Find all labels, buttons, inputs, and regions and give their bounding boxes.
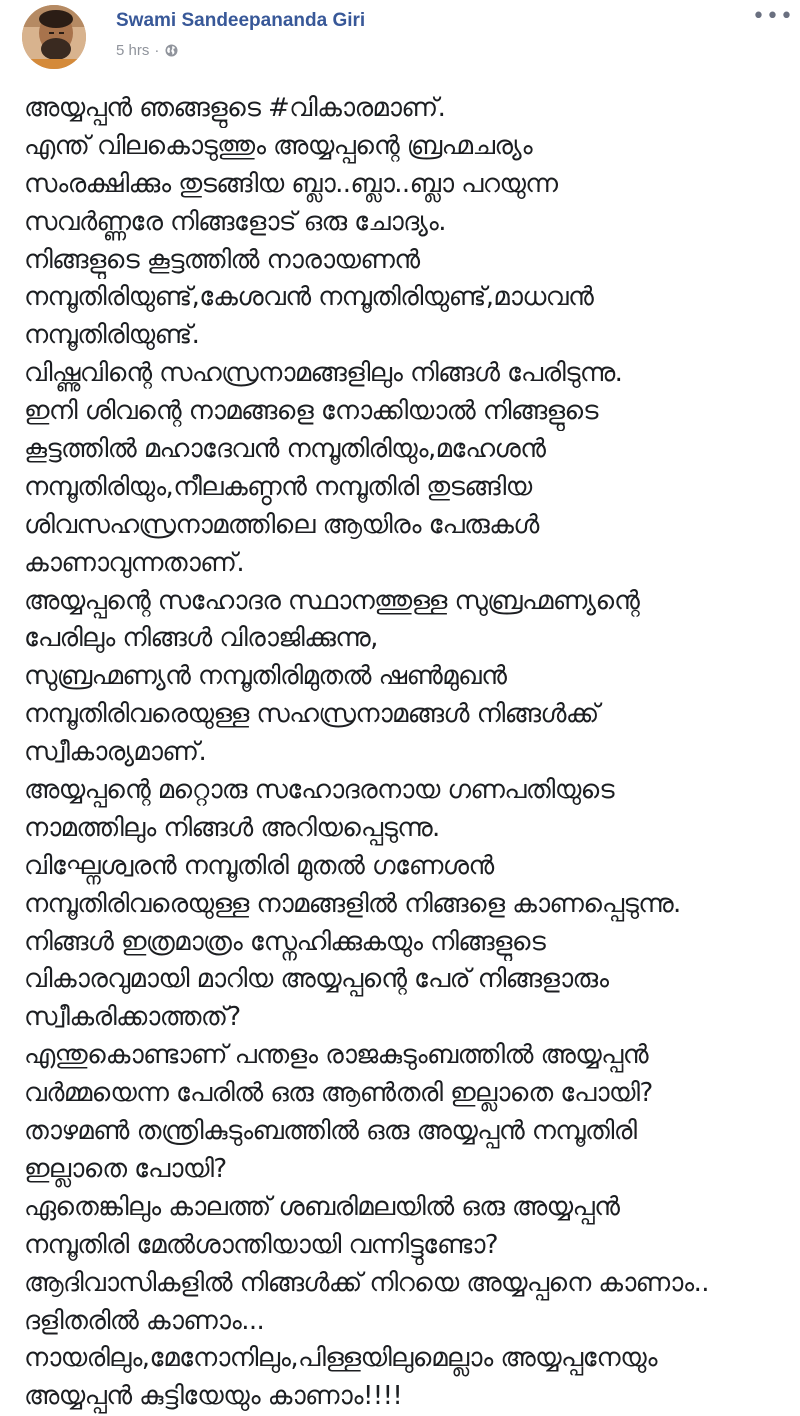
post-text-line: ആദിവാസികളിൽ നിങ്ങൾക്ക് നിറയെ അയ്യപ്പനെ കാണാം.. (24, 1267, 709, 1298)
post-text-line: നാമത്തിലും നിങ്ങൾ അറിയപ്പെടുന്നു. (24, 812, 440, 843)
post-text-line: വിഘ്നേശ്വരൻ നമ്പൂതിരി മുതൽ ഗണേശൻ (24, 850, 494, 881)
post-text-line: അയ്യപ്പൻ കുട്ടിയേയും കാണാം!!!! (24, 1381, 403, 1412)
post-text-line: അയ്യപ്പൻ ഞങ്ങളുടെ #വികാരമാണ്. (24, 93, 446, 123)
post-text-line: ദളിതരിൽ കാണാം... (24, 1305, 265, 1336)
more-options-button[interactable] (752, 4, 794, 29)
post-text-line: എന്ത് വിലകൊടുത്തും അയ്യപ്പന്റെ ബ്രഹ്മചര്യം (24, 130, 532, 161)
post-timestamp[interactable]: 5 hrs (116, 41, 150, 59)
post-text-line: എന്തുകൊണ്ടാണ് പന്തളം രാജകുടുംബത്തിൽ അയ്യപ്പൻ (24, 1040, 648, 1071)
post-text-line: നമ്പൂതിരിവരെയുള്ള സഹസ്രനാമങ്ങൾ നിങ്ങൾക്ക് (24, 699, 599, 730)
globe-icon[interactable] (165, 44, 178, 57)
post-text-line: സ്വീകാര്യമാണ്. (24, 737, 207, 768)
post-text-line: പേരിലും നിങ്ങൾ വിരാജിക്കുന്നു, (24, 623, 378, 654)
post-body (24, 90, 784, 1416)
post-text-line: സവർണ്ണരേ നിങ്ങളോട് ഒരു ചോദ്യം. (24, 206, 446, 237)
post-text-line: അയ്യപ്പന്റെ മറ്റൊരു സഹോദരനായ ഗണപതിയുടെ (24, 775, 614, 806)
post-text-line: നമ്പൂതിരിയുണ്ട്. (24, 320, 200, 351)
author-name[interactable]: Swami Sandeepananda Giri (116, 10, 366, 31)
post-text-line: സ്വീകരിക്കാത്തത്? (24, 1002, 241, 1033)
post-text-line: ഏതെങ്കിലും കാലത്ത് ശബരിമലയിൽ ഒരു അയ്യപ്പൻ (24, 1191, 620, 1222)
meta-separator: · (154, 41, 160, 59)
post-text-line: ഇനി ശിവന്റെ നാമങ്ങളെ നോക്കിയാൽ നിങ്ങളുടെ (24, 396, 598, 427)
post-text-line: നിങ്ങൾ ഇത്രമാത്രം സ്നേഹിക്കുകയും നിങ്ങളുടെ (24, 926, 546, 957)
post-text-line: നമ്പൂതിരിയും,നീലകണ്ഠൻ നമ്പൂതിരി തുടങ്ങിയ (24, 471, 532, 502)
post-text-line: വർമ്മയെന്ന പേരിൽ ഒരു ആൺതരി ഇല്ലാതെ പോയി? (24, 1078, 653, 1109)
avatar[interactable] (22, 5, 86, 69)
post-text-line: കാണാവുന്നതാണ്. (24, 547, 245, 578)
post-text-line: സംരക്ഷിക്കും തുടങ്ങിയ ബ്ലാ..ബ്ലാ..ബ്ലാ പറയുന്ന (24, 168, 558, 199)
post-text-line: നമ്പൂതിരിയുണ്ട്,കേശവൻ നമ്പൂതിരിയുണ്ട്,മാധവൻ (24, 282, 594, 313)
post-text-line: ഇല്ലാതെ പോയി? (24, 1153, 227, 1184)
post-text-line: അയ്യപ്പന്റെ സഹോദര സ്ഥാനത്തുള്ള സുബ്രഹ്മണ്യന്റെ (24, 585, 640, 616)
post-text-line: നമ്പൂതിരിവരെയുള്ള നാമങ്ങളിൽ നിങ്ങളെ കാണപ്പെടുന്നു. (24, 888, 681, 919)
post-header (0, 0, 800, 80)
post-text-line: നായരിലും,മേനോനിലും,പിള്ളയിലുമെല്ലാം അയ്യപ്പനേയും (24, 1343, 657, 1374)
post-text-line: ശിവസഹസ്രനാമത്തിലെ ആയിരം പേരുകൾ (24, 509, 539, 540)
post-text-line: നമ്പൂതിരി മേൽശാന്തിയായി വന്നിട്ടുണ്ടോ? (24, 1229, 499, 1260)
post-text-line: കൂട്ടത്തിൽ മഹാദേവൻ നമ്പൂതിരിയും,മഹേശൻ (24, 434, 546, 465)
post-text-line: താഴമൺ തന്ത്രികുടുംബത്തിൽ ഒരു അയ്യപ്പൻ നമ്പൂതിരി (24, 1116, 637, 1147)
ellipsis-icon: ••• (752, 4, 794, 29)
post-text-line: വികാരവുമായി മാറിയ അയ്യപ്പന്റെ പേര് നിങ്ങളാരും (24, 964, 609, 995)
post-meta (116, 40, 178, 60)
post-text-line: നിങ്ങളുടെ കൂട്ടത്തിൽ നാരായണൻ (24, 244, 420, 275)
post-text-line: സുബ്രഹ്മണ്യൻ നമ്പൂതിരിമുതൽ ഷൺമുഖൻ (24, 661, 507, 692)
profile-photo (22, 5, 86, 69)
post-text-line: വിഷ്ണുവിന്റെ സഹസ്രനാമങ്ങളിലും നിങ്ങൾ പേരിടുന്നു. (24, 358, 623, 389)
